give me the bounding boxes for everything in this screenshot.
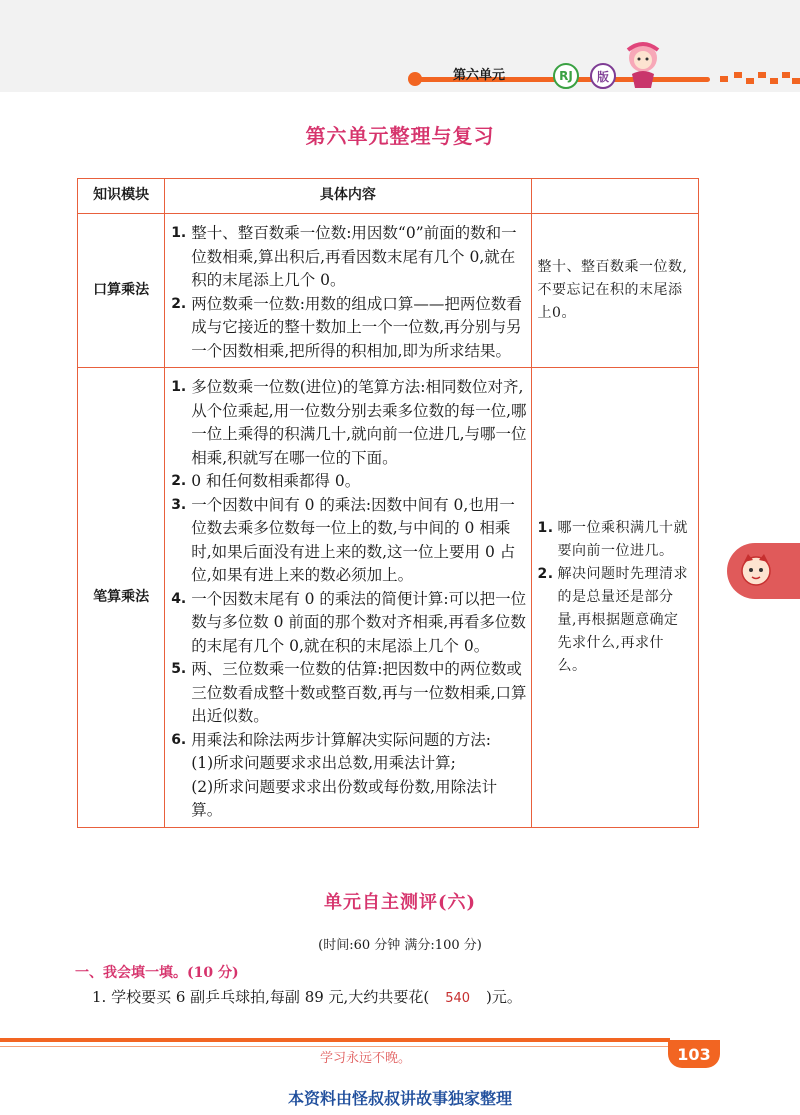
module-oral: 口算乘法 bbox=[78, 214, 165, 368]
sub-item: (1)所求问题要求求出总数,用乘法计算; bbox=[191, 754, 456, 772]
header-content: 具体内容 bbox=[165, 179, 531, 214]
list-item: 1. 多位数乘一位数(进位)的笔算方法:相同数位对齐,从个位乘起,用一位数分别去乘多位数的每一位,哪一位上乘得的积满几十,就向前一位进几,与哪一位相乘,积就写在哪一位的下面。 bbox=[171, 378, 527, 467]
header-tips bbox=[531, 179, 698, 214]
question-1: 1. 学校要买 6 副乒乓球拍,每副 89 元,大约共要花( 540 )元。 bbox=[92, 988, 522, 1006]
list-item: 2. 0 和任何数相乘都得 0。 bbox=[171, 472, 361, 490]
list-item: 2. 解决问题时先理清求的是总量还是部分量,再根据题意确定先求什么,再求什么。 bbox=[537, 565, 689, 674]
cat-face-icon bbox=[738, 552, 774, 588]
list-item: 6. 用乘法和除法两步计算解决实际问题的方法: (1)所求问题要求求出总数,用乘法计算; (2)所求问题要求求出份数或每份数,用除法计算。 bbox=[171, 729, 526, 823]
mascot-icon bbox=[618, 38, 668, 90]
edition-badge: 版 bbox=[590, 63, 616, 89]
checker-pattern bbox=[720, 68, 800, 88]
answer-value: 540 bbox=[445, 991, 471, 1006]
rj-badge: RJ bbox=[553, 63, 579, 89]
tip-written bbox=[531, 368, 698, 828]
list-item: 1. 哪一位乘积满几十就要向前一位进几。 bbox=[537, 519, 689, 559]
list-item: 2. 两位数乘一位数:用数的组成口算——把两位数看成与它接近的整十数加上一个一位数,再分别与另一个因数相乘,把所得的积相加,即为所求结果。 bbox=[171, 294, 522, 360]
tip-oral: 整十、整百数乘一位数,不要忘记在积的末尾添上0。 bbox=[531, 214, 698, 368]
list-item: 5. 两、三位数乘一位数的估算:把因数中的两位数或三位数看成整十数或整百数,再与一位数相乘,口算出近似数。 bbox=[171, 660, 527, 725]
sub-item: (2)所求问题要求求出份数或每份数,用除法计算。 bbox=[191, 777, 498, 819]
unit-label: 第六单元 bbox=[453, 68, 506, 83]
review-table bbox=[77, 178, 699, 828]
page-title: 第六单元整理与复习 bbox=[305, 124, 495, 148]
time-info: (时间:60 分钟 满分:100 分) bbox=[318, 938, 482, 953]
table-row bbox=[78, 214, 699, 368]
header-module: 知识模块 bbox=[78, 179, 165, 214]
list-item: 4. 一个因数末尾有 0 的乘法的简便计算:可以把一位数与多位数 0 前面的那个数对齐相乘,再看多位数的末尾有几个 0,就在积的末尾添上几个 0。 bbox=[171, 589, 527, 655]
list-item: 1. 整十、整百数乘一位数:用因数“0”前面的数和一位数相乘,算出积后,再看因数末尾有几个 0,就在积的末尾添上几个 0。 bbox=[171, 224, 517, 289]
content-oral bbox=[165, 214, 531, 368]
footer-slogan: 学习永远不晚。 bbox=[320, 1051, 412, 1066]
list-item: 3. 一个因数中间有 0 的乘法:因数中间有 0,也用一位数去乘多位数每一位上的数,与中间的 0 相乘时,如果后面没有进上来的数,这一位上要用 0 占位,如果有进上来的数必须加上。 bbox=[171, 495, 516, 584]
page-number: 103 bbox=[668, 1040, 720, 1068]
test-title: 单元自主测评(六) bbox=[323, 892, 477, 913]
module-written: 笔算乘法 bbox=[78, 368, 165, 828]
table-row bbox=[78, 368, 699, 828]
footer-line bbox=[0, 1038, 670, 1042]
credit-line: 本资料由怪叔叔讲故事独家整理 bbox=[287, 1089, 512, 1108]
content-written bbox=[165, 368, 531, 828]
part-heading: 一、我会填一填。(10 分) bbox=[75, 965, 239, 981]
table-header-row bbox=[78, 179, 699, 214]
